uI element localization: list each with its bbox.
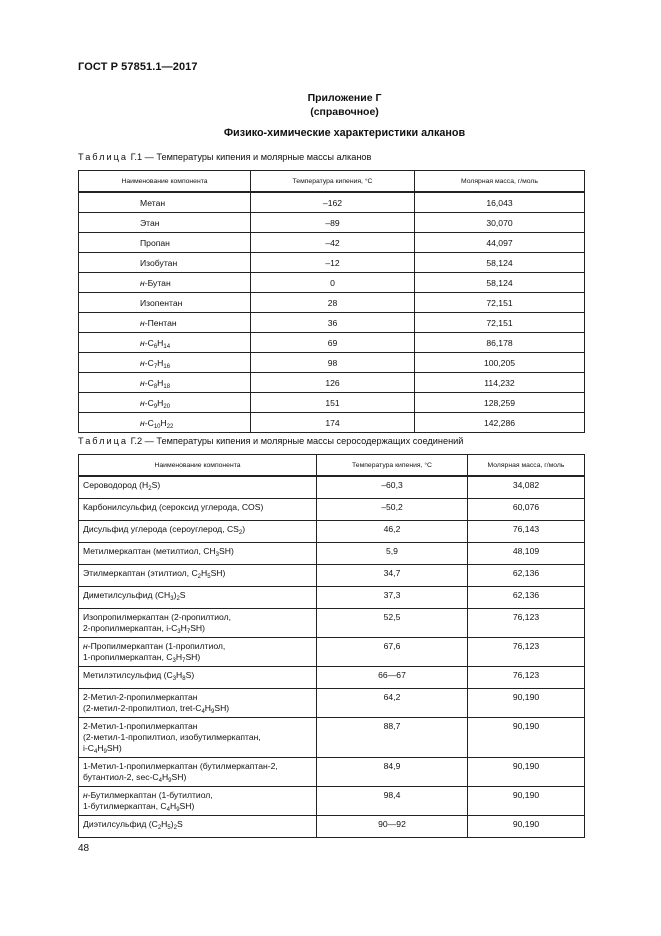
component-name-cell: Изобутан xyxy=(79,253,251,273)
molar-mass-cell: 48,109 xyxy=(468,543,585,565)
table1-caption-text: Г.1 — Температуры кипения и молярные массы алканов xyxy=(128,152,372,162)
boiling-point-cell: 34,7 xyxy=(317,565,468,587)
molar-mass-cell: 58,124 xyxy=(415,253,585,273)
table-row xyxy=(79,273,585,293)
component-name-cell: Этилмеркаптан (этилтиол, $C_2H_5SH$) xyxy=(79,565,317,587)
boiling-point-cell: 98,4 xyxy=(317,787,468,816)
molar-mass-cell: 142,286 xyxy=(415,413,585,433)
molar-mass-cell: 72,151 xyxy=(415,313,585,333)
molar-mass-cell: 62,136 xyxy=(468,587,585,609)
component-name-cell: н-Пентан xyxy=(79,313,251,333)
molar-mass-cell: 114,232 xyxy=(415,373,585,393)
component-name-cell: н-Бутан xyxy=(79,273,251,293)
boiling-point-cell: 0 xyxy=(251,273,415,293)
table-sulfur-compounds xyxy=(78,454,585,838)
boiling-point-cell: –89 xyxy=(251,213,415,233)
component-name-cell: Метан xyxy=(79,192,251,213)
component-name-cell: 1-Метил-1-пропилмеркаптан (бутилмеркаптан-2, бутантиол-2, $\sec-C_4H_9SH$) xyxy=(79,758,317,787)
appendix-title: Приложение Г xyxy=(307,92,382,104)
boiling-point-cell: 67,6 xyxy=(317,638,468,667)
molar-mass-cell: 62,136 xyxy=(468,565,585,587)
section-title: Физико-химические характеристики алканов xyxy=(223,127,466,139)
boiling-point-cell: –12 xyxy=(251,253,415,273)
table-row xyxy=(79,476,585,499)
molar-mass-cell: 90,190 xyxy=(468,758,585,787)
molar-mass-cell: 34,082 xyxy=(468,476,585,499)
boiling-point-cell: 151 xyxy=(251,393,415,413)
table-row xyxy=(79,787,585,816)
component-name-cell: Диметилсульфид $(CH_3)_2S$ xyxy=(79,587,317,609)
component-name-cell: $н-C_8H_{18}$ xyxy=(79,373,251,393)
table2-caption-text: Г.2 — Температуры кипения и молярные массы серосодержащих соединений xyxy=(128,436,464,446)
component-name-cell: $н-C_7H_{16}$ xyxy=(79,353,251,373)
boiling-point-cell: –60,3 xyxy=(317,476,468,499)
table-row xyxy=(79,499,585,521)
table-row xyxy=(79,413,585,433)
component-name-cell: Пропан xyxy=(79,233,251,253)
appendix-note: (справочное) xyxy=(310,106,379,118)
boiling-point-cell: 64,2 xyxy=(317,689,468,718)
component-name-cell: Сероводород $(H_2S)$ xyxy=(79,476,317,499)
table-row xyxy=(79,192,585,213)
table-row xyxy=(79,333,585,353)
molar-mass-cell: 60,076 xyxy=(468,499,585,521)
boiling-point-cell: –162 xyxy=(251,192,415,213)
boiling-point-cell: –42 xyxy=(251,233,415,253)
component-name-cell: Изопентан xyxy=(79,293,251,313)
molar-mass-cell: 76,123 xyxy=(468,667,585,689)
table-header-row xyxy=(79,171,585,193)
boiling-point-cell: 90—92 xyxy=(317,816,468,838)
boiling-point-cell: –50,2 xyxy=(317,499,468,521)
component-name-cell: Метилэтилсульфид $(C_3H_8S)$ xyxy=(79,667,317,689)
molar-mass-cell: 128,259 xyxy=(415,393,585,413)
table-row xyxy=(79,718,585,758)
molar-mass-cell: 90,190 xyxy=(468,718,585,758)
table-row xyxy=(79,609,585,638)
table-row xyxy=(79,313,585,333)
header-component-name: Наименование компонента xyxy=(79,171,251,193)
boiling-point-cell: 69 xyxy=(251,333,415,353)
header-boiling-point: Температура кипения, °С xyxy=(317,455,468,477)
table-row xyxy=(79,233,585,253)
page-number: 48 xyxy=(78,843,90,854)
header-component-name: Наименование компонента xyxy=(79,455,317,477)
table1-caption-prefix: Таблица xyxy=(78,152,129,162)
molar-mass-cell: 30,070 xyxy=(415,213,585,233)
table-row xyxy=(79,587,585,609)
table-row xyxy=(79,689,585,718)
molar-mass-cell: 90,190 xyxy=(468,787,585,816)
table-row xyxy=(79,521,585,543)
table-row xyxy=(79,667,585,689)
molar-mass-cell: 90,190 xyxy=(468,689,585,718)
component-name-cell: Этан xyxy=(79,213,251,233)
component-name-cell: Изопропилмеркаптан (2-пропилтиол, 2-пропилмеркаптан, $i-C_3H_7SH$) xyxy=(79,609,317,638)
header-molar-mass: Молярная масса, г/моль xyxy=(468,455,585,477)
component-name-cell: Метилмеркаптан (метилтиол, $CH_3SH$) xyxy=(79,543,317,565)
boiling-point-cell: 46,2 xyxy=(317,521,468,543)
component-name-cell: 2-Метил-1-пропилмеркаптан (2-метил-1-пропилтиол, изобутилмеркаптан, $i-C_4H_9SH$) xyxy=(79,718,317,758)
table-row xyxy=(79,213,585,233)
boiling-point-cell: 88,7 xyxy=(317,718,468,758)
header-boiling-point: Температура кипения, °С xyxy=(251,171,415,193)
molar-mass-cell: 58,124 xyxy=(415,273,585,293)
boiling-point-cell: 174 xyxy=(251,413,415,433)
boiling-point-cell: 52,5 xyxy=(317,609,468,638)
boiling-point-cell: 84,9 xyxy=(317,758,468,787)
molar-mass-cell: 72,151 xyxy=(415,293,585,313)
table-row xyxy=(79,393,585,413)
component-name-cell: Дисульфид углерода (сероуглерод, $CS_2$) xyxy=(79,521,317,543)
component-name-cell: Карбонилсульфид (сероксид углерода, COS) xyxy=(79,499,317,521)
boiling-point-cell: 28 xyxy=(251,293,415,313)
component-name-cell: Диэтилсульфид $(C_2H_5)_2S$ xyxy=(79,816,317,838)
component-name-cell: $н-C_6H_{14}$ xyxy=(79,333,251,353)
table-row xyxy=(79,373,585,393)
boiling-point-cell: 5,9 xyxy=(317,543,468,565)
document-id: ГОСТ Р 57851.1—2017 xyxy=(78,61,198,73)
table-row xyxy=(79,758,585,787)
table-row xyxy=(79,638,585,667)
molar-mass-cell: 76,123 xyxy=(468,609,585,638)
table-alkanes xyxy=(78,170,585,433)
table-row xyxy=(79,816,585,838)
molar-mass-cell: 90,190 xyxy=(468,816,585,838)
table2-caption xyxy=(78,436,463,446)
table-row xyxy=(79,543,585,565)
component-name-cell: н-Бутилмеркаптан (1-бутилтиол, 1-бутилмеркаптан, $C_4H_9SH$) xyxy=(79,787,317,816)
component-name-cell: н-Пропилмеркаптан (1-пропилтиол, 1-пропилмеркаптан, $C_3H_7SH$) xyxy=(79,638,317,667)
boiling-point-cell: 98 xyxy=(251,353,415,373)
header-molar-mass: Молярная масса, г/моль xyxy=(415,171,585,193)
table1-caption xyxy=(78,152,371,162)
table-row xyxy=(79,293,585,313)
table2-caption-prefix: Таблица xyxy=(78,436,129,446)
component-name-cell: 2-Метил-2-пропилмеркаптан (2-метил-2-пропилтиол, tret-$C_4H_9SH$) xyxy=(79,689,317,718)
component-name-cell: $н-C_9H_{20}$ xyxy=(79,393,251,413)
boiling-point-cell: 66—67 xyxy=(317,667,468,689)
molar-mass-cell: 86,178 xyxy=(415,333,585,353)
molar-mass-cell: 44,097 xyxy=(415,233,585,253)
table-row xyxy=(79,565,585,587)
component-name-cell: $н-C_{10}H_{22}$ xyxy=(79,413,251,433)
table-header-row xyxy=(79,455,585,477)
table-row xyxy=(79,353,585,373)
molar-mass-cell: 16,043 xyxy=(415,192,585,213)
boiling-point-cell: 36 xyxy=(251,313,415,333)
molar-mass-cell: 76,123 xyxy=(468,638,585,667)
molar-mass-cell: 76,143 xyxy=(468,521,585,543)
molar-mass-cell: 100,205 xyxy=(415,353,585,373)
table-row xyxy=(79,253,585,273)
boiling-point-cell: 37,3 xyxy=(317,587,468,609)
boiling-point-cell: 126 xyxy=(251,373,415,393)
